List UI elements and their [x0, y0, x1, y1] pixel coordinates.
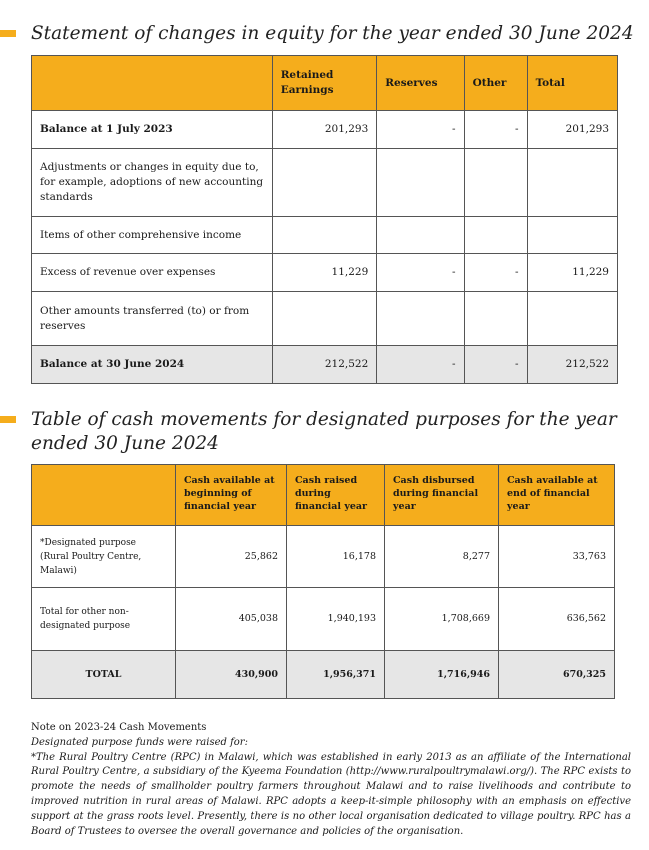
cash-header-row	[32, 465, 615, 526]
equity-header-other: Other	[464, 56, 527, 111]
equity-row-retained	[272, 149, 377, 217]
equity-row-other	[464, 217, 527, 254]
cash-row-end: 636,562	[499, 588, 615, 651]
equity-row-total	[527, 149, 617, 217]
cash-header-disbursed: Cash disbursed during financial year	[385, 465, 499, 526]
notes-body: *The Rural Poultry Centre (RPC) in Malawi, which was established in early 2013 as an affiliate of the International Rural Poultry Centre, a subsidiary of the Kyeema Foundation (http://www.ruralpoultrymalawi.org/). The RPC exists to promote the needs of smallholder poultry farmers throughout Malawi and to raise livelihoods and contribute to improved nutrition in rural areas of Malawi. RPC adopts a keep-it-simple philosophy with an emphasis on effective support at the grass roots level. Presently, there is no other local organisation dedicated to village poultry. RPC has a Board of Trustees to oversee the overall governance and policies of the organisation.	[31, 751, 631, 837]
notes-subheading: Designated purpose funds were raised for:	[31, 736, 248, 748]
equity-row-retained: 201,293	[272, 111, 377, 149]
cash-row-disbursed: 1,708,669	[385, 588, 499, 651]
equity-header-retained: Retained Earnings	[272, 56, 377, 111]
cash-table	[31, 464, 615, 699]
equity-row-label: Items of other comprehensive income	[32, 217, 273, 254]
equity-total-row	[32, 346, 618, 384]
equity-row	[32, 149, 618, 217]
section-bullet	[0, 416, 16, 423]
equity-row	[32, 111, 618, 149]
cash-row-raised: 1,956,371	[287, 651, 385, 699]
equity-header-blank	[32, 56, 273, 111]
equity-row-other: -	[464, 111, 527, 149]
equity-header-reserves: Reserves	[377, 56, 464, 111]
notes-heading: Note on 2023-24 Cash Movements	[31, 722, 207, 733]
equity-row-retained: 11,229	[272, 254, 377, 292]
equity-row-reserves	[377, 217, 464, 254]
equity-row-reserves: -	[377, 346, 464, 384]
equity-row-label: Other amounts transferred (to) or from reserves	[32, 292, 273, 346]
section-bullet	[0, 30, 16, 37]
equity-row-retained	[272, 217, 377, 254]
equity-row-reserves	[377, 292, 464, 346]
cash-row-disbursed: 1,716,946	[385, 651, 499, 699]
cash-row	[32, 588, 615, 651]
cash-header-begin: Cash available at beginning of financial year	[176, 465, 287, 526]
equity-row-total	[527, 217, 617, 254]
equity-row-label: Adjustments or changes in equity due to, for example, adoptions of new accounting standards	[32, 149, 273, 217]
equity-row-reserves: -	[377, 111, 464, 149]
equity-row	[32, 217, 618, 254]
equity-row	[32, 254, 618, 292]
equity-row-total	[527, 292, 617, 346]
equity-row-retained	[272, 292, 377, 346]
cash-row-label: *Designated purpose (Rural Poultry Centre, Malawi)	[32, 526, 176, 588]
cash-row-label: TOTAL	[32, 651, 176, 699]
equity-row-other	[464, 292, 527, 346]
equity-row-other: -	[464, 346, 527, 384]
equity-row	[32, 292, 618, 346]
cash-row-begin: 430,900	[176, 651, 287, 699]
equity-title: Statement of changes in equity for the year ended 30 June 2024	[31, 23, 634, 44]
equity-row-total: 212,522	[527, 346, 617, 384]
equity-row-other: -	[464, 254, 527, 292]
equity-row-reserves: -	[377, 254, 464, 292]
cash-row-begin: 405,038	[176, 588, 287, 651]
cash-row-disbursed: 8,277	[385, 526, 499, 588]
cash-notes	[31, 721, 631, 839]
cash-row-label: Total for other non-designated purpose	[32, 588, 176, 651]
equity-row-total: 11,229	[527, 254, 617, 292]
cash-header-blank	[32, 465, 176, 526]
cash-row-end: 33,763	[499, 526, 615, 588]
cash-total-row	[32, 651, 615, 699]
cash-row-end: 670,325	[499, 651, 615, 699]
equity-row-other	[464, 149, 527, 217]
equity-table	[31, 55, 618, 384]
cash-row-raised: 1,940,193	[287, 588, 385, 651]
equity-row-retained: 212,522	[272, 346, 377, 384]
cash-header-end: Cash available at end of financial year	[499, 465, 615, 526]
equity-header-total: Total	[527, 56, 617, 111]
cash-header-raised: Cash raised during financial year	[287, 465, 385, 526]
cash-row-begin: 25,862	[176, 526, 287, 588]
equity-row-reserves	[377, 149, 464, 217]
equity-row-label: Excess of revenue over expenses	[32, 254, 273, 292]
cash-row-raised: 16,178	[287, 526, 385, 588]
equity-row-total: 201,293	[527, 111, 617, 149]
cash-row	[32, 526, 615, 588]
equity-header-row	[32, 56, 618, 111]
equity-row-label: Balance at 30 June 2024	[32, 346, 273, 384]
cash-title: Table of cash movements for designated purposes for the year ended 30 June 2024	[31, 409, 617, 454]
equity-row-label: Balance at 1 July 2023	[32, 111, 273, 149]
